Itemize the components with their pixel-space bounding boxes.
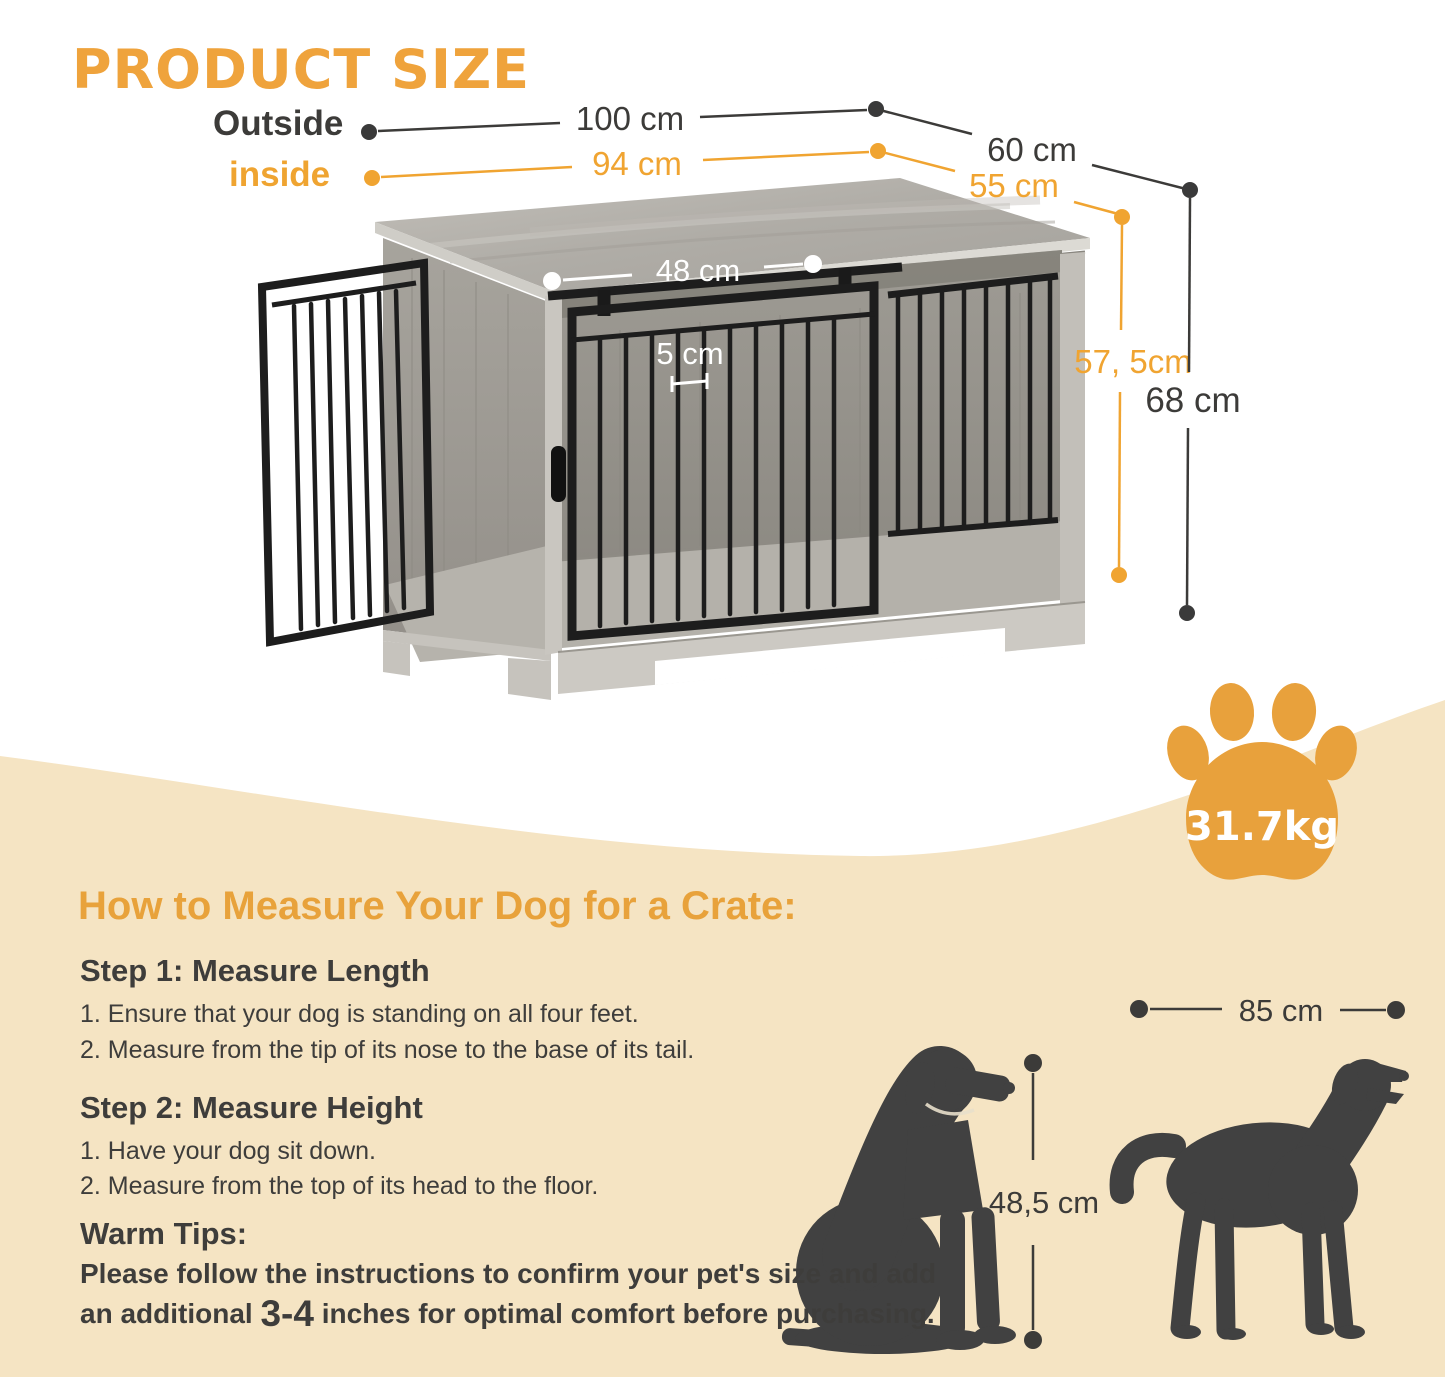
- inside-height-label: 57, 5cm: [1074, 343, 1192, 380]
- step1-item-2: 2. Measure from the tip of its nose to the base of its tail.: [80, 1036, 695, 1064]
- outside-height-label: 68 cm: [1145, 381, 1241, 420]
- tips-line2-pre: an additional: [80, 1298, 261, 1329]
- warm-tips-line-1: Please follow the instructions to confirm your pet's size and add: [80, 1258, 937, 1289]
- dog-height-label: 48,5 cm: [988, 1185, 1100, 1220]
- weight-value: 31.7kg: [1185, 804, 1339, 850]
- guide-heading: How to Measure Your Dog for a Crate:: [78, 884, 797, 928]
- inside-width-dimension: [364, 143, 886, 186]
- step2-item-2: 2. Measure from the top of its head to the floor.: [80, 1172, 599, 1200]
- outside-width-label: 100 cm: [575, 100, 685, 137]
- inside-label: inside: [229, 155, 331, 194]
- step2-item-1: 1. Have your dog sit down.: [80, 1137, 376, 1165]
- page-title: PRODUCT SIZE: [72, 38, 531, 102]
- crate-illustration: [262, 178, 1090, 700]
- bar-gap-label: 5 cm: [656, 336, 724, 371]
- outside-label: Outside: [213, 104, 344, 143]
- inside-width-label: 94 cm: [592, 145, 682, 182]
- crate-front-right-post: [1060, 252, 1085, 604]
- step1-title: Step 1: Measure Length: [80, 953, 430, 988]
- warm-tips-line-2: [80, 1293, 935, 1335]
- step2-title: Step 2: Measure Height: [80, 1090, 423, 1125]
- dog-length-label: 85 cm: [1238, 993, 1324, 1028]
- sliding-door-handle: [551, 446, 566, 502]
- tips-line2-emphasis: 3-4: [260, 1293, 314, 1334]
- outside-depth-label: 60 cm: [987, 131, 1077, 168]
- outside-width-dimension: [361, 100, 884, 140]
- step1-item-1: 1. Ensure that your dog is standing on all four feet.: [80, 1000, 639, 1028]
- outside-height-dimension: [1145, 182, 1240, 621]
- tips-line2-post: inches for optimal comfort before purchasing.: [313, 1298, 935, 1329]
- warm-tips-title: Warm Tips:: [80, 1216, 248, 1251]
- door-width-label: 48 cm: [655, 253, 741, 288]
- inside-depth-label: 55 cm: [969, 167, 1059, 204]
